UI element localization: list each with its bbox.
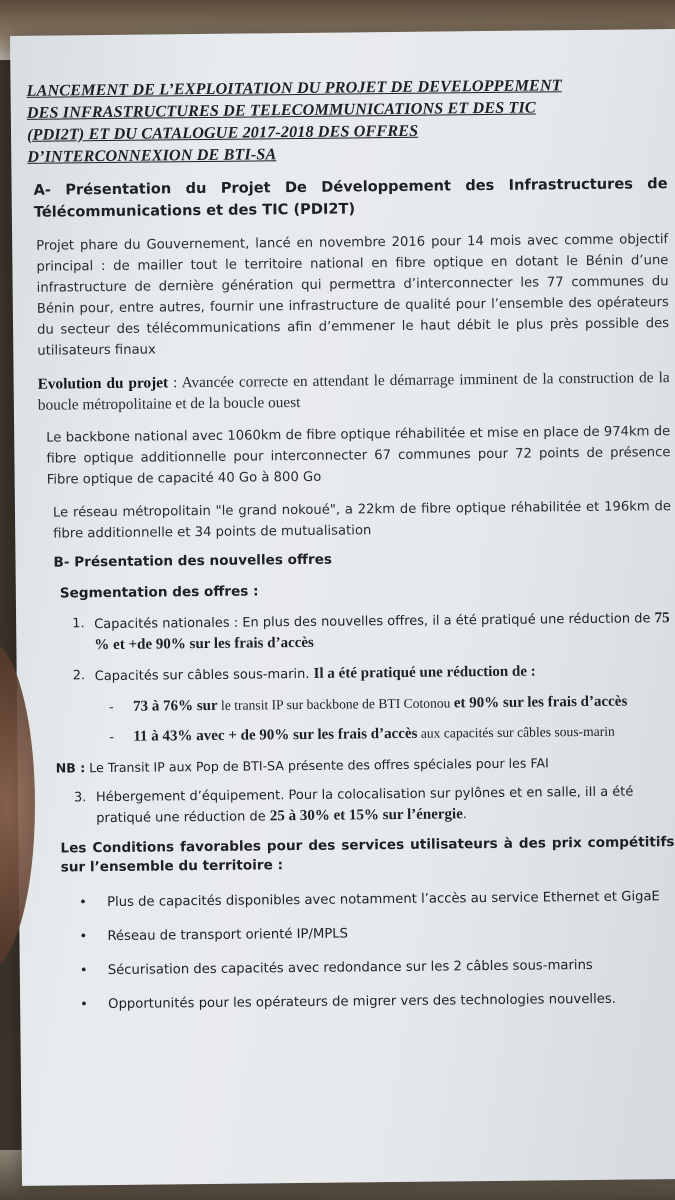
- item-bold: 25 à 30% et 15% sur l’énergie: [269, 806, 463, 825]
- evolution-paragraph: [38, 367, 670, 416]
- conditions-list: [35, 887, 675, 1016]
- list-item: [35, 887, 675, 914]
- list-item: [33, 660, 673, 688]
- sub-bold: et 90% sur les frais d’accès: [453, 693, 628, 712]
- conditions-heading: Les Conditions favorables pour des services utilisateurs à des prix compétitifs sur l’ensemble du territoire :: [60, 834, 675, 876]
- bullet-text: Opportunités pour les opérateurs de migrer vers des technologies nouvelles.: [108, 991, 616, 1013]
- bullet-text: Sécurisation des capacités avec redondance sur les 2 câbles sous-marins: [107, 957, 593, 979]
- document-title: [26, 73, 667, 168]
- bullet-marker: •: [80, 997, 89, 1013]
- bullet-marker: •: [79, 929, 88, 945]
- item-bold: Il a été pratiqué une réduction de :: [313, 663, 536, 682]
- evolution-text: : Avancée correcte en attendant le démarrage imminent de la construction de la boucle métropolitaine et de la boucle ouest: [37, 369, 670, 414]
- section-b-heading: B- Présentation des nouvelles offres: [53, 551, 333, 571]
- nb-label: NB :: [55, 760, 86, 776]
- list-item: [35, 921, 675, 948]
- item-number: 1.: [72, 616, 85, 632]
- nb-note: [56, 751, 674, 778]
- bullet-text: Réseau de transport orienté IP/MPLS: [107, 926, 349, 945]
- dash-marker: -: [108, 698, 114, 714]
- item-text: Capacités sur câbles sous-marin.: [94, 666, 314, 685]
- document-sheet: [10, 29, 675, 1186]
- sub-text: le transit IP sur backbone de BTI Cotonou: [217, 695, 454, 713]
- dash-marker: -: [109, 728, 114, 744]
- evolution-label: Evolution du projet: [37, 374, 169, 393]
- title-line: LANCEMENT DE L’EXPLOITATION DU PROJET DE DEVELOPPEMENT: [26, 76, 562, 100]
- list-item: [33, 721, 673, 748]
- document-content: [26, 73, 675, 1030]
- segmentation-heading: Segmentation des offres :: [59, 583, 259, 602]
- metro-paragraph: Le réseau métropolitain "le grand nokoué", a 22km de fibre optique réhabilitée et 196km de fibre additionnelle et 34 points de mutualisation: [52, 499, 672, 542]
- title-line: DES INFRASTRUCTURES DE TELECOMMUNICATIONS ET DES TIC: [26, 98, 536, 122]
- bullet-text: Plus de capacités disponibles avec notamment l’accès au service Ethernet et GigaE: [107, 889, 660, 911]
- item-number: 3.: [73, 790, 87, 806]
- list-item: [33, 691, 673, 718]
- offers-list-continued: [34, 782, 674, 830]
- item-bold: 75 % et +de 90% sur les frais d’accès: [94, 610, 670, 654]
- sub-bold: 73 à 76% sur: [132, 697, 218, 715]
- nb-text: Le Transit IP aux Pop de BTI-SA présente des offres spéciales pour les FAI: [85, 755, 549, 776]
- item-text: Hébergement d’équipement. Pour la colocalisation sur pylônes et en salle, iIl a été pratiqué une réduction de: [95, 784, 634, 827]
- offers-list: [32, 608, 673, 688]
- sub-bold: 11 à 43% avec + de 90% sur les frais d’accès: [133, 725, 418, 745]
- title-line: (PDI2T) ET DU CATALOGUE 2017-2018 DES OFFRES: [26, 121, 419, 144]
- list-item: [34, 782, 674, 830]
- item-number: 2.: [72, 668, 86, 684]
- bullet-marker: •: [79, 963, 88, 979]
- bullet-marker: •: [79, 895, 87, 911]
- intro-paragraph: Projet phare du Gouvernement, lancé en novembre 2016 pour 14 mois avec comme objectif principal : de mailler tout le territoire national en fibre optique en dotant le Bénin d’une infrastructure de dernière génération qui permettra d’interconnecter les 77 communes du Bénin pour, entre autres, fournir une infrastructure de qualité pour l’ensemble des opérateurs du secteur des télécommunications afin d’emmener le haut débit le plus près possible des utilisateurs finaux: [36, 232, 670, 359]
- title-line: D’INTERCONNEXION DE BTI-SA: [27, 145, 277, 166]
- backbone-paragraph: Le backbone national avec 1060km de fibre optique réhabilitée et mise en place de 974km de fibre optique additionnelle pour interconnecter 67 communes pour 72 points de présence Fibre optique de capacité 40 Go à 800 Go: [46, 424, 671, 488]
- submarine-reductions-list: [33, 691, 673, 748]
- list-item: [36, 989, 675, 1016]
- section-a-heading: A- Présentation du Projet De Développement des Infrastructures de Télécommunications et des TIC (PDI2T): [33, 175, 668, 221]
- list-item: [32, 608, 672, 657]
- item-text: Capacités nationales : En plus des nouvelles offres, il a été pratiqué une réduction de: [94, 611, 655, 633]
- sub-text: aux capacités sur câbles sous-marin: [417, 723, 615, 741]
- item-end: .: [462, 807, 468, 823]
- list-item: [36, 955, 675, 982]
